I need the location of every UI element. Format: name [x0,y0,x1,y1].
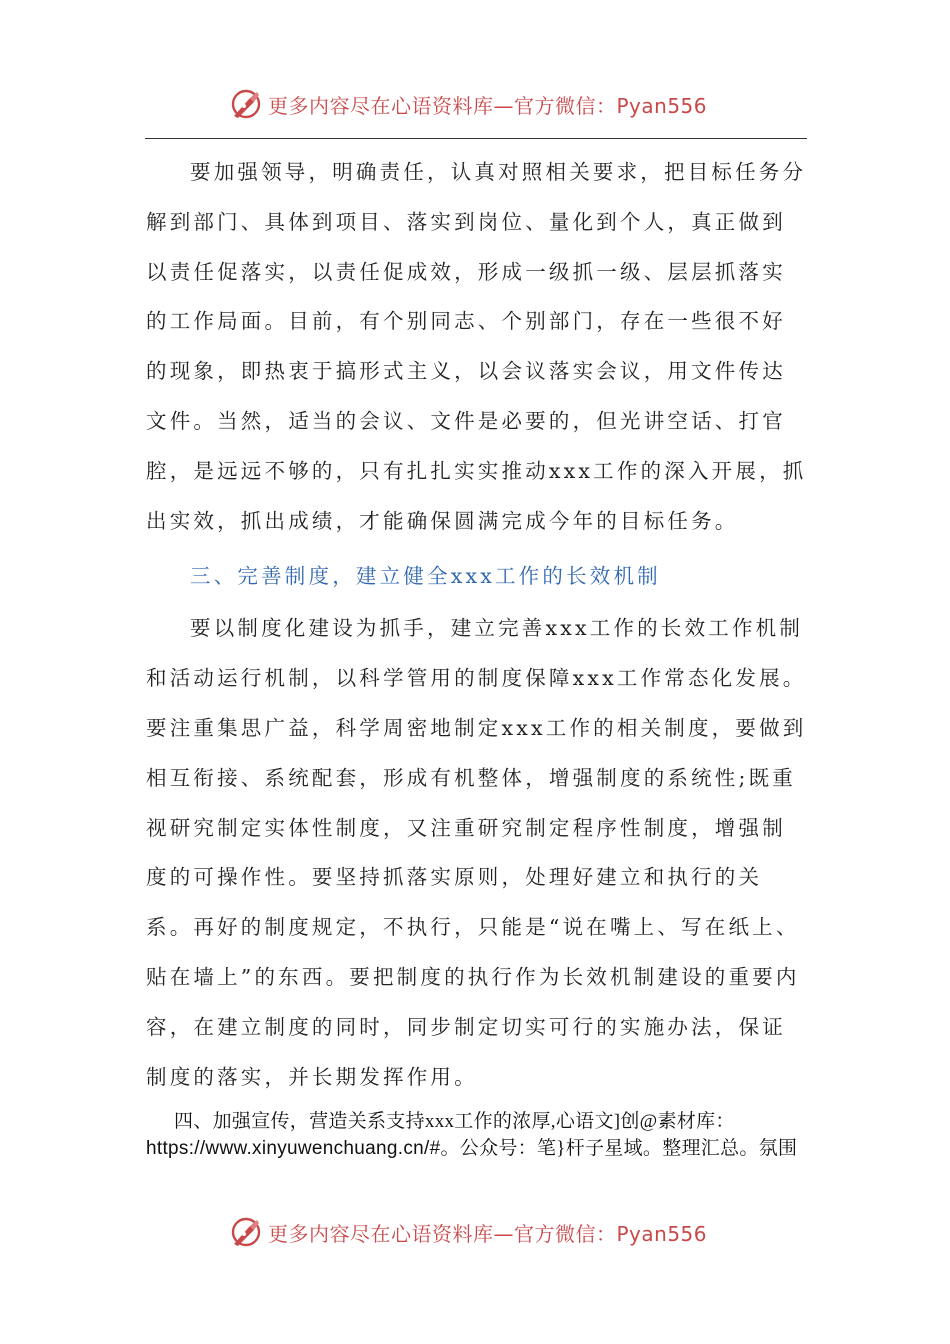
footer-banner[interactable] [228,1214,707,1250]
header-divider [145,138,807,139]
footer-banner-text: 更多内容尽在心语资料库—官方微信：Pyan556 [268,1221,708,1246]
section-4-fragment [146,1108,808,1162]
header-banner[interactable] [228,86,707,122]
document-body [146,148,808,1162]
page-footer [0,1210,950,1250]
source-url-link[interactable]: https://www.xinyuwenchuang.cn/# [146,1138,441,1160]
pen-nib-logo-icon [228,1214,264,1250]
section-4-line-rest: 。公众号：笔}杆子星域。整理汇总。氛围 [440,1138,798,1160]
section-3-heading: 三、完善制度，建立健全xxx工作的长效机制 [190,564,661,589]
pen-nib-logo-icon [228,86,264,122]
paragraph-responsibility: 要加强领导，明确责任，认真对照相关要求，把目标任务分解到部门、具体到项目、落实到岗位、量化到个人，真正做到以责任促落实，以责任促成效，形成一级抓一级、层层抓落实的工作局面。目前，有个别同志、个别部门，存在一些很不好的现象，即热衷于搞形式主义，以会议落实会议，用文件传达文件。当然，适当的会议、文件是必要的，但光讲空话、打官腔，是远远不够的，只有扎扎实实推动xxx工作的深入开展，抓出实效，抓出成绩，才能确保圆满完成今年的目标任务。 [146,160,807,533]
paragraph-institutions: 要以制度化建设为抓手，建立完善xxx工作的长效工作机制和活动运行机制，以科学管用的制度保障xxx工作常态化发展。要注重集思广益，科学周密地制定xxx工作的相关制度，要做到相互衔接、系统配套，形成有机整体，增强制度的系统性;既重视研究制定实体性制度，又注重研究制定程序性制度，增强制度的可操作性。要坚持抓落实原则，处理好建立和执行的关系。再好的制度规定，不执行，只能是“说在嘴上、写在纸上、贴在墙上”的东西。要把制度的执行作为长效机制建设的重要内容，在建立制度的同时，同步制定切实可行的实施办法，保证制度的落实，并长期发挥作用。 [146,616,807,1089]
header-banner-text: 更多内容尽在心语资料库—官方微信：Pyan556 [268,93,708,118]
page-header [0,82,950,122]
section-4-line: 四、加强宣传，营造关系支持xxx工作的浓厚,心语文]创@素材库： [174,1111,735,1133]
